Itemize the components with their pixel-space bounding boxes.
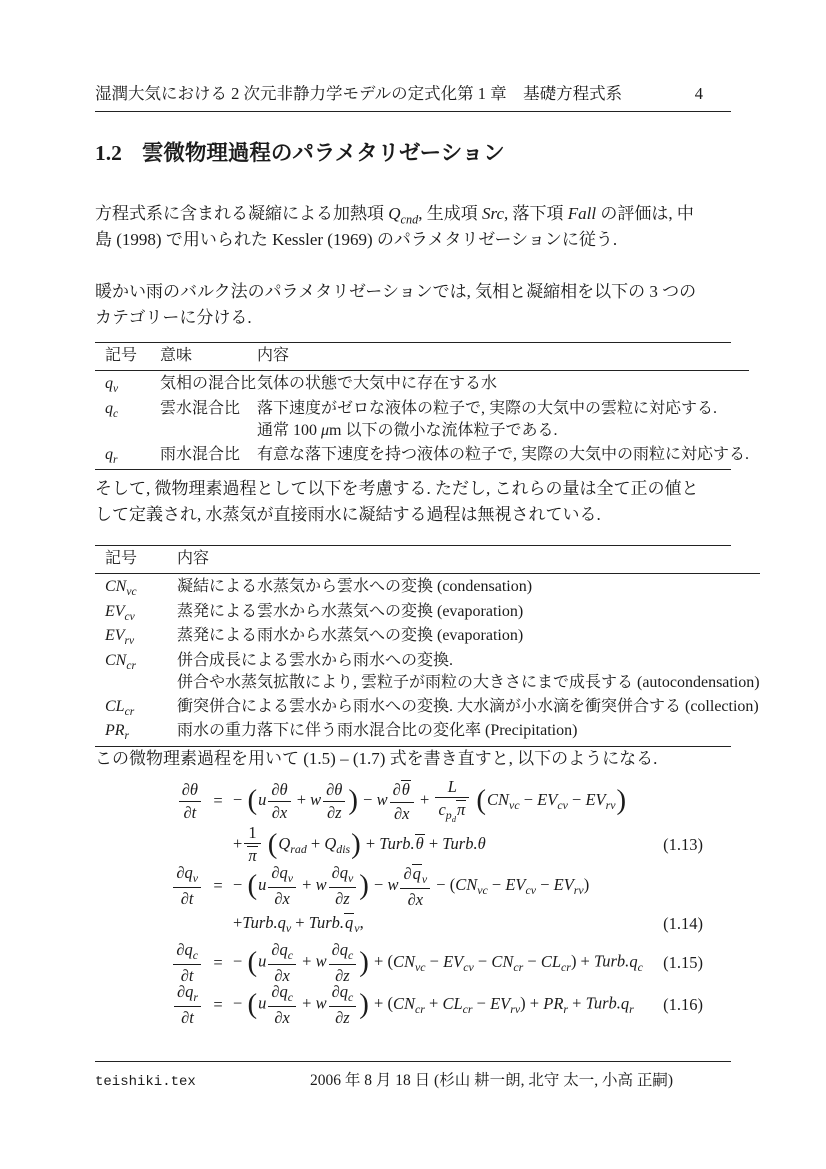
paragraph-evaluation-terms xyxy=(95,201,731,253)
table-cell-line: 通常 100 μm 以下の微小な流体粒子である. xyxy=(257,421,558,439)
equation-rhs: − (u $\frac{\partial\theta}{\partial x}$ + w $\frac{\partial\theta}{\partial z}$ ) − w $\frac{\partial\theta}{\partial x}$ + $\frac{L}{c_{p_d}\pi}$ $(CN_{vc} - EV_{cv} - EV_{rv})$ xyxy=(233,777,627,825)
text-line: 暖かい雨のバルク法のパラメタリゼーションでは, 気相と凝縮相を以下の 3 つの xyxy=(95,282,697,301)
table-cell-line: 衝突併合による雲水から雨水への変換. 大水滴が小水滴を衝突併合する (collection) xyxy=(177,697,759,715)
equation-rhs: − (u $\frac{\partial q_c}{\partial x}$ + w $\frac{\partial q_c}{\partial z}$ ) + $(CN_{cr} + CL_{cr} - EV_{rv}) + PR_r$ + $Turb.q_r$ xyxy=(233,982,634,1028)
footer-date-authors: 2006 年 8 月 18 日 (杉山 耕一朗, 北守 太一, 小高 正嗣) xyxy=(310,1072,673,1089)
table-cell-symbol: $CN_{vc}$ xyxy=(105,578,137,599)
equation-number: (1.15) xyxy=(663,953,703,972)
page-header xyxy=(95,84,731,112)
equation-relation: = xyxy=(213,876,223,895)
table-cell-description xyxy=(257,442,749,466)
table-cell-description xyxy=(177,599,760,623)
table-cell-description xyxy=(177,718,760,742)
equation-number: (1.16) xyxy=(663,995,703,1014)
table1-header-content: 内容 xyxy=(257,343,749,371)
text-line: 方程式系に含まれる凝縮による加熱項 $Q_{cnd}$, 生成項 Src, 落下項 Fall の評価は, 中 xyxy=(95,204,694,227)
table-cell-symbol: $EV_{rv}$ xyxy=(105,627,135,648)
equation-rhs: − (u $\frac{\partial q_v}{\partial x}$ + w $\frac{\partial q_v}{\partial z}$ ) − w $\frac{\partial q_v}{\partial x}$ − $(CN_{vc} - EV_{cv} - EV_{rv})$ xyxy=(233,863,590,909)
equation-number: (1.14) xyxy=(663,914,703,933)
equation-line xyxy=(95,942,731,984)
table-cell-line: 落下速度がゼロな液体の粒子で, 実際の大気中の雲粒に対応する. xyxy=(257,399,718,417)
table1-header-symbol: 記号 xyxy=(95,343,160,371)
table-cell-line: 雨水の重力落下に伴う雨水混合比の変化率 (Precipitation) xyxy=(177,722,578,740)
table-cell-meaning: 雨水混合比 xyxy=(160,445,241,463)
paragraph-rewrite-intro xyxy=(95,746,731,772)
microphysics-processes-table xyxy=(95,545,760,747)
table2-header-symbol: 記号 xyxy=(95,546,177,574)
section-title: 雲微物理過程のパラメタリゼーション xyxy=(141,141,505,165)
page-number: 4 xyxy=(694,84,703,103)
equation-relation: = xyxy=(213,995,223,1014)
paragraph-microphysics-note xyxy=(95,476,731,528)
text-line: カテゴリーに分ける. xyxy=(95,308,252,327)
table-cell-description xyxy=(257,396,749,442)
running-head-title: 湿潤大気における 2 次元非静力学モデルの定式化第 1 章 基礎方程式系 xyxy=(95,84,623,103)
section-heading xyxy=(95,136,731,167)
equations-block xyxy=(95,778,731,1026)
equation-lhs: $\frac{\partial q_r}{\partial t}$ xyxy=(95,983,203,1026)
equation-relation: = xyxy=(213,791,223,810)
table1-header-meaning: 意味 xyxy=(160,343,257,371)
equation-line xyxy=(95,824,731,866)
table-cell-line: 蒸発による雲水から水蒸気への変換 (evaporation) xyxy=(177,602,524,620)
equation-line xyxy=(95,984,731,1026)
table-cell-meaning: 気相の混合比 xyxy=(160,375,257,392)
table-cell-line: 凝結による水蒸気から雲水への変換 (condensation) xyxy=(177,578,533,595)
equation-rhs: $+Turb.q_v$ + $Turb.q_v$, xyxy=(233,912,364,936)
section-number: 1.2 xyxy=(95,141,122,165)
table-cell-line: 気体の状態で大気中に存在する水 xyxy=(257,375,498,392)
footer-filename: teishiki.tex xyxy=(95,1074,196,1090)
table-cell-description xyxy=(177,574,760,598)
table-cell-line: 併合成長による雲水から雨水への変換. xyxy=(177,651,454,669)
table-cell-symbol: $q_r$ xyxy=(105,445,118,466)
table-cell-symbol: $q_c$ xyxy=(105,399,119,420)
equation-rhs: − (u $\frac{\partial q_c}{\partial x}$ + w $\frac{\partial q_c}{\partial z}$ ) + $(CN_{vc} - EV_{cv} - CN_{cr} - CL_{cr})$ + $Turb.q_c$ xyxy=(233,940,643,986)
paragraph-categories xyxy=(95,279,731,331)
table-cell-line: 蒸発による雨水から水蒸気への変換 (evaporation) xyxy=(177,627,524,645)
page-footer xyxy=(95,1061,731,1090)
water-categories-table xyxy=(95,342,750,470)
table-cell-symbol: $q_v$ xyxy=(105,375,119,396)
table-cell-symbol: $EV_{cv}$ xyxy=(105,602,135,623)
table-cell-symbol: $PR_r$ xyxy=(105,722,130,743)
equation-line xyxy=(95,863,731,909)
table-cell-line: 有意な落下速度を持つ液体の粒子で, 実際の大気中の雨粒に対応する. xyxy=(257,445,750,463)
text-line: して定義され, 水蒸気が直接雨水に凝結する過程は無視されている. xyxy=(95,505,601,524)
equation-lhs: $\frac{\partial q_c}{\partial t}$ xyxy=(95,941,203,984)
text-line: そして, 微物理素過程として以下を考慮する. ただし, これらの量は全て正の値と xyxy=(95,479,699,498)
table-cell-description xyxy=(177,648,760,694)
table-cell-symbol: $CN_{cr}$ xyxy=(105,651,136,672)
equation-lhs: $\frac{\partial\theta}{\partial t}$ xyxy=(95,781,203,821)
equation-lhs: $\frac{\partial q_v}{\partial t}$ xyxy=(95,864,203,907)
equation-number: (1.13) xyxy=(663,835,703,854)
text-line: 島 (1998) で用いられた Kessler (1969) のパラメタリゼーションに従う. xyxy=(95,230,618,249)
table-cell-line: 併合や水蒸気拡散により, 雲粒子が雨粒の大きさにまで成長する (autocondensation) xyxy=(177,673,760,691)
table-cell-meaning: 雲水混合比 xyxy=(160,399,241,417)
table-cell-description xyxy=(257,371,749,395)
equation-relation: = xyxy=(213,953,223,972)
equation-line xyxy=(95,906,731,942)
text-line: この微物理素過程を用いて (1.5) – (1.7) 式を書き直すと, 以下のようになる. xyxy=(95,749,658,768)
table-cell-description xyxy=(177,623,760,647)
equation-line xyxy=(95,778,731,824)
table-cell-symbol: $CL_{cr}$ xyxy=(105,697,135,718)
equation-rhs: + $\frac{1}{\pi}$ $(Q_{rad} + Q_{dis})$ + Turb.θ + Turb.θ xyxy=(233,822,486,866)
table2-header-content: 内容 xyxy=(177,546,760,574)
table-cell-description xyxy=(177,694,760,718)
